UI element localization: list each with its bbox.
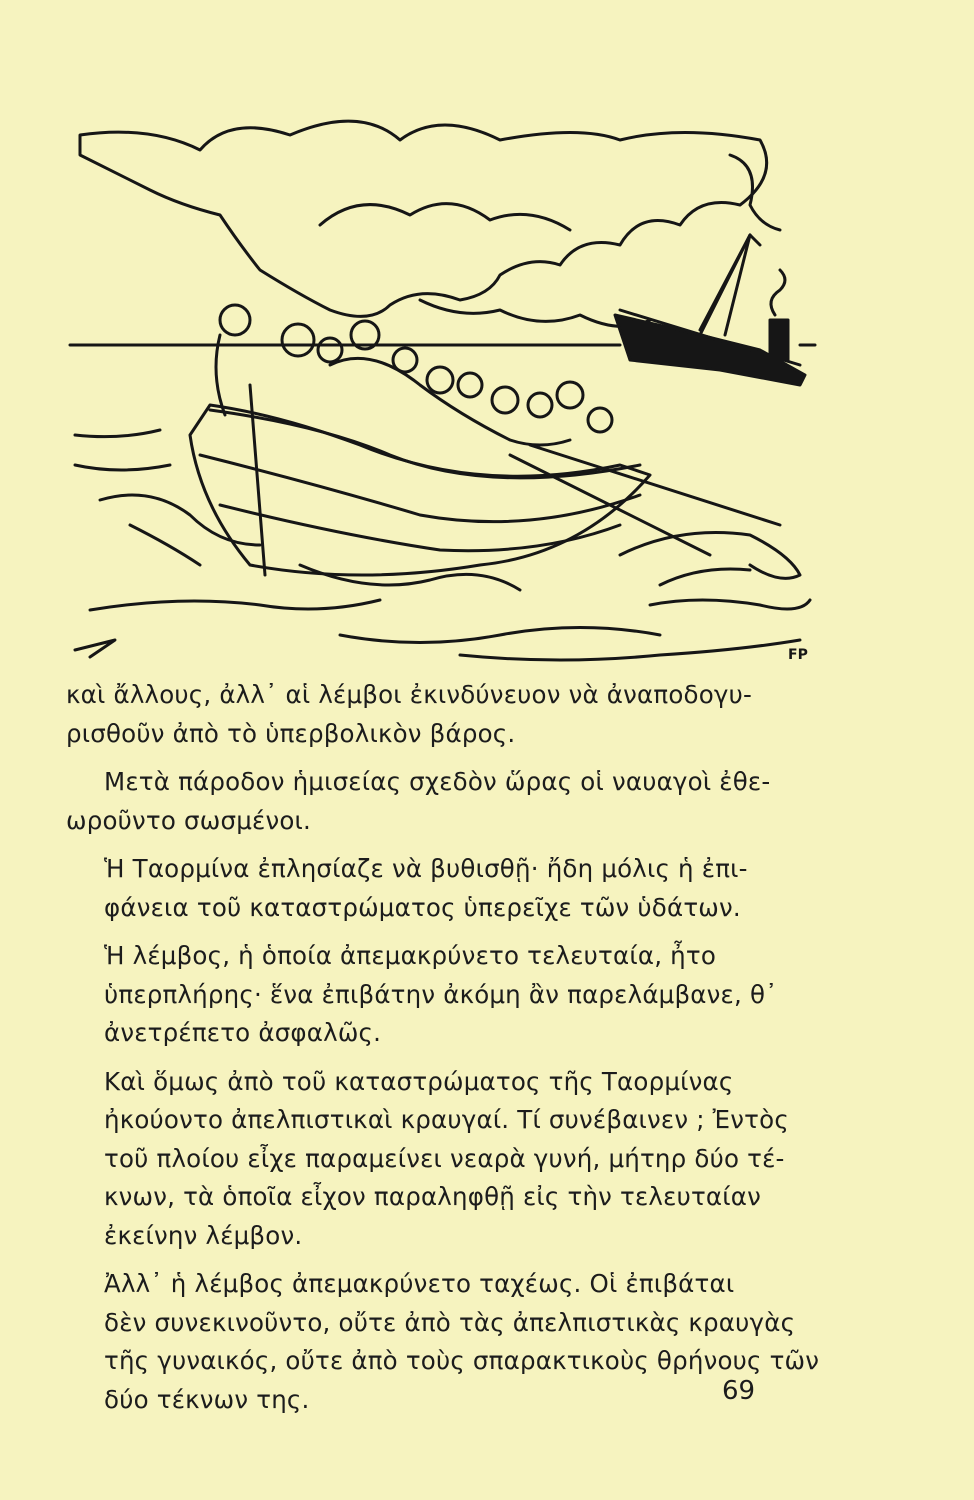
text-line: Καὶ ὅμως ἀπὸ τοῦ καταστρώματος τῆς Ταορμίνας: [104, 1066, 734, 1096]
text-line: δὲν συνεκινοῦντο, οὔτε ἀπὸ τὰς ἀπελπιστικὰς κραυγὰς: [104, 1307, 796, 1337]
page-number: 69: [722, 1376, 756, 1406]
sinking-steamship: [615, 155, 805, 385]
passenger-head: [528, 393, 552, 417]
passenger-head: [588, 408, 612, 432]
passenger-head: [427, 367, 453, 393]
paragraph: [66, 937, 808, 1053]
cloud-outline: [80, 121, 767, 316]
passenger-head: [318, 338, 342, 362]
paragraph: [66, 676, 808, 753]
passenger-head: [458, 373, 482, 397]
passenger-head: [282, 324, 314, 356]
passenger-head: [492, 387, 518, 413]
text-line: Ἡ λέμβος, ἡ ὁποία ἀπεμακρύνετο τελευταία, ἦτο: [104, 941, 717, 970]
cloud-inner-line: [420, 300, 650, 326]
text-line: ωροῦντο σωσμένοι.: [66, 805, 312, 835]
text-line: τοῦ πλοίου εἶχε παραμείνει νεαρὰ γυνή, μήτηρ δύο τέ-: [104, 1143, 785, 1173]
text-line: ἀνετρέπετο ἀσφαλῶς.: [104, 1018, 382, 1047]
text-line: ρισθοῦν ἀπὸ τὸ ὑπερβολικὸν βάρος.: [66, 718, 516, 748]
text-line: τῆς γυναικός, οὔτε ἀπὸ τοὺς σπαρακτικοὺς θρήνους τῶν: [104, 1346, 820, 1375]
paragraph: [66, 1265, 820, 1419]
artist-monogram: FP: [788, 647, 808, 663]
text-line: ὑπερπλήρης· ἕνα ἐπιβάτην ἀκόμη ἂν παρελάμβανε, θ᾽: [104, 979, 778, 1009]
cloud-inner-line: [320, 204, 570, 230]
text-line: ἠκούοντο ἀπελπιστικαὶ κραυγαί. Τί συνέβαινεν ; Ἐντὸς: [104, 1105, 789, 1134]
text-line: φάνεια τοῦ καταστρώματος ὑπερεῖχε τῶν ὑδάτων.: [104, 892, 741, 922]
text-line: Μετὰ πάροδον ἡμισείας σχεδὸν ὥρας οἱ ναυαγοὶ ἐθε-: [104, 767, 771, 796]
text-line: δύο τέκνων της.: [104, 1384, 310, 1414]
paragraph: [66, 1063, 808, 1256]
text-line: Ἡ Ταορμίνα ἐπλησίαζε νὰ βυθισθῇ· ἤδη μόλις ἡ ἐπι-: [104, 854, 748, 883]
text-line: ἐκείνην λέμβον.: [104, 1220, 303, 1250]
passenger-head: [220, 305, 250, 335]
text-line: Ἀλλ᾽ ἡ λέμβος ἀπεμακρύνετο ταχέως. Οἱ ἐπιβάται: [104, 1269, 735, 1298]
paragraph: [66, 850, 808, 927]
text-line: καὶ ἄλλους, ἀλλ᾽ αἱ λέμβοι ἐκινδύνευον νὰ ἀναποδογυ-: [66, 680, 753, 709]
lifeboat-illustration: [60, 95, 820, 675]
sea-waves: [75, 430, 810, 660]
passenger-head: [557, 382, 583, 408]
body-text: [66, 676, 820, 1429]
text-line: κνων, τὰ ὁποῖα εἶχον παραληφθῇ εἰς τὴν τελευταίαν: [104, 1182, 761, 1211]
paragraph: [66, 763, 808, 840]
